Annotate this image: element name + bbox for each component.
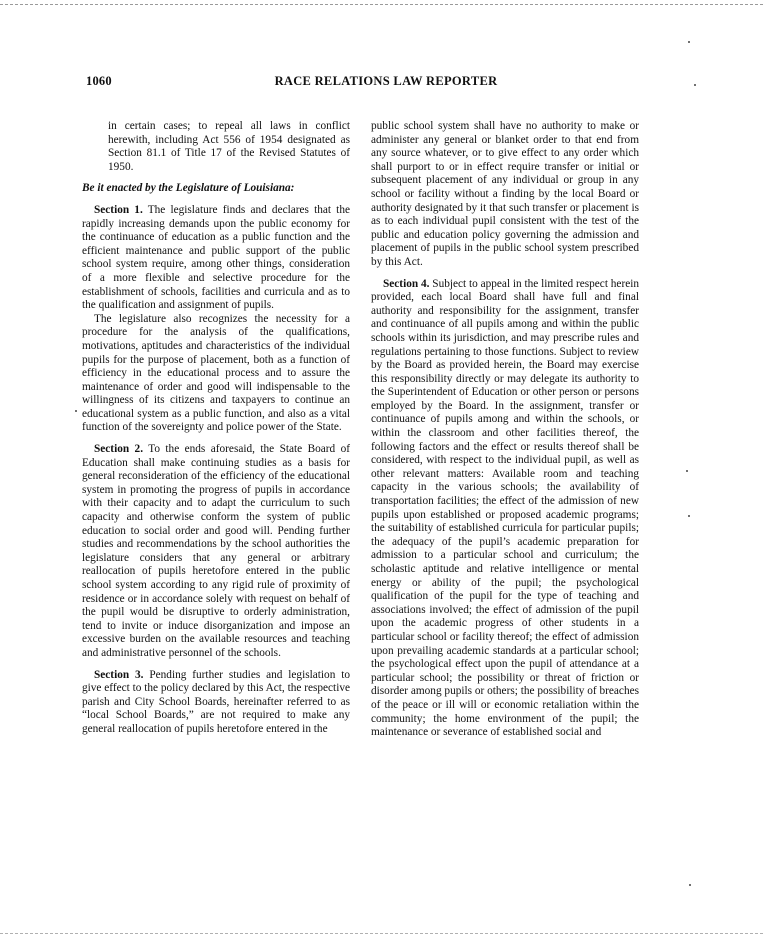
section-4 [371, 278, 639, 740]
scan-speck [75, 410, 77, 412]
left-column [82, 120, 350, 737]
top-scan-edge [0, 4, 763, 5]
section-1-paragraph-2: The legislature also recognizes the necessity for a procedure for the analysis of the qualifications, motivations, aptitudes and characteristics of the individual pupils for the purpose of placement, both as a function of efficiency in the educational process and to assure the maintenance of order and good will indispensable to the willingness of its citizens and taxpayers to continue an educational system as a public function, and also as a vital function of the sovereignty and police power of the State. [82, 312, 350, 434]
section-3 [82, 669, 350, 737]
page-number: 1060 [86, 74, 112, 88]
enacting-clause: Be it enacted by the Legislature of Louisiana: [82, 182, 295, 195]
section-2-text: To the ends aforesaid, the State Board of Education shall make continuing studies as a basis for general reconsideration of the efficiency of the educational system in promoting the progress of pupils in accordance with their capacity and to adapt the curriculum to such capacity and otherwise conform the system of public education to social order and good will. Pending further studies and recommendations by the school authorities the legislature considers that any general or arbitrary reallocation of pupils heretofore entered in the public school system according to any rigid rule of proximity of residence or in accordance solely with request on behalf of the pupil would be disruptive to orderly administration, tend to invite or induce disorganization and impose an excessive burden on the available resources and teaching and administrative personnel of the schools. [82, 443, 351, 659]
section-3-continued: public school system shall have no authority to make or administer any general or blanket order to that end from any source whatever, or to give effect to any order which shall purport to or in effect require transfer or initial or subsequent placement of any individual or group in any school or facility without a finding by the local Board or authority designated by it that such transfer or placement is as to each individual pupil consistent with the test of the public and education policy governing the admission and placement of pupils in the public school system prescribed by this Act. [371, 120, 639, 268]
section-2-label: Section 2. [94, 443, 144, 456]
section-1 [82, 204, 350, 313]
page-header [86, 74, 686, 92]
right-column [371, 120, 639, 740]
title-continuation: in certain cases; to repeal all laws in conflict herewith, including Act 556 of 1954 designated as Section 81.1 of Title 17 of the Revised Statutes of 1950. [108, 120, 350, 173]
section-4-label: Section 4. [383, 277, 430, 290]
section-1-text: The legislature finds and declares that the rapidly increasing demands upon the public economy for the continuance of education as a public function and the efficient maintenance and public support of the public school system require, among other things, consideration of a more flexible and selective procedure for the establishment of schools, facilities and curricula and as to the qualification and assignment of pupils. [82, 203, 350, 312]
section-4-text: Subject to appeal in the limited respect herein provided, each local Board shall have full and final authority and responsibility for the assignment, transfer and continuance of all pupils among and within the public schools within its jurisdiction, and may prescribe rules and regulations pertaining to those functions. Subject to review by the Board as provided herein, the Board may exercise this responsibility directly or may delegate its authority to the Superintendent of Education or other person or persons employed by the Board. In the assignment, transfer or continuance of pupils among and within the schools, or within the classroom and other facilities thereof, the following factors and the effect or results thereof shall be considered, with respect to the individual pupil, as well as other relevant matters: Available room and teaching capacity in the various schools; the availability of transportation facilities; the effect of the admission of new pupils upon established or proposed academic programs; the suitability of established curricula for particular pupils; the adequacy of the pupil’s academic preparation for admission to a particular school and curriculum; the scholastic aptitude and relative intelligence or mental energy or ability of the pupil; the psychological qualification of the pupil for the type of teaching and associations involved; the effect of admission of the pupil upon the academic progress of other students in a particular school or facility thereof; the effect of admission upon prevailing academic standards at a particular school; the psychological effect upon the pupil of attendance at a particular school; the possibility or threat of friction or disorder among pupils or others; the possibility of breaches of the peace or ill will or economic retaliation within the community; the home environment of the pupil; the maintenance or severance of established social and [371, 277, 640, 739]
section-2 [82, 443, 350, 661]
section-1-label: Section 1. [94, 203, 143, 216]
scan-speck [694, 84, 696, 86]
section-3-text: Pending further studies and legislation to give effect to the policy declared by this Act, the respective parish and City School Boards, hereinafter referred to as “local School Boards,” are not required to make any general reallocation of pupils heretofore entered in the [82, 668, 350, 735]
scan-speck [688, 41, 690, 43]
scan-speck [686, 470, 688, 472]
bottom-scan-edge [0, 933, 763, 934]
scan-speck [688, 515, 690, 517]
running-head: RACE RELATIONS LAW REPORTER [274, 74, 498, 88]
section-3-label: Section 3. [94, 668, 144, 681]
scan-speck [689, 884, 691, 886]
